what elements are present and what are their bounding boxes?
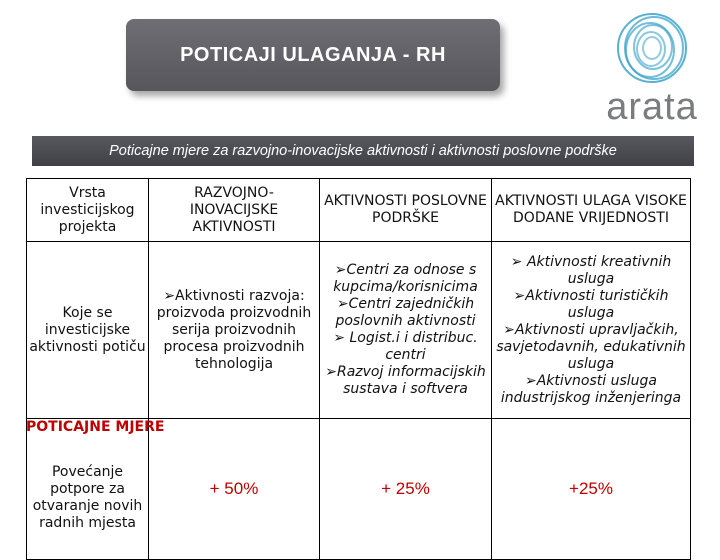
row-label-measure: Povećanje potpore za otvaranje novih radnih mjesta [27, 419, 149, 560]
header-rd-activities: RAZVOJNO-INOVACIJSKE AKTIVNOSTI [149, 179, 320, 242]
cell-rd-activities: ➢Aktivnosti razvoja: proizvoda proizvodnih serija proizvodnih procesa proizvodnih tehnologija [149, 242, 320, 419]
list-item: ➢Aktivnosti upravljačkih, savjetodavnih, edukativnih usluga [496, 321, 686, 372]
incentives-table [26, 178, 691, 560]
list-item: ➢ Logist.i i distribuc. centri [333, 330, 478, 363]
page-title: POTICAJI ULAGANJA - RH [180, 43, 446, 66]
measure-value-business: + 25% [320, 419, 492, 560]
table-header-row [27, 179, 691, 242]
subtitle-banner [32, 136, 694, 166]
cell-high-value-activities [492, 242, 691, 419]
logo-text: arata [606, 86, 698, 128]
list-item: ➢ Aktivnosti kreativnih usluga [510, 253, 672, 287]
list-item: ➢Razvoj informacijskih sustava i softvera [325, 364, 486, 397]
header-business-support: AKTIVNOSTI POSLOVNE PODRŠKE [320, 179, 492, 242]
table-row-measures [27, 419, 691, 560]
list-item: ➢Centri za odnose s kupcima/korisnicima [333, 262, 478, 295]
row-label-activities: Koje se investicijske aktivnosti potiču [27, 242, 149, 419]
section-label-measures: POTICAJNE MJERE [26, 419, 165, 435]
title-banner [126, 19, 500, 91]
logo-circles-icon [596, 8, 708, 90]
table-row-activities [27, 242, 691, 419]
measure-value-high-value: +25% [492, 419, 691, 560]
subtitle-text: Poticajne mjere za razvojno-inovacijske aktivnosti i aktivnosti poslovne podrške [109, 143, 617, 159]
arata-logo [596, 8, 708, 126]
cell-business-support-activities [320, 242, 492, 419]
list-item: ➢Centri zajedničkih poslovnih aktivnosti [335, 296, 476, 329]
list-item: ➢Aktivnosti turističkih usluga [513, 287, 669, 321]
measure-value-rd: + 50% [149, 419, 320, 560]
header-high-value: AKTIVNOSTI ULAGA VISOKE DODANE VRIJEDNOSTI [492, 179, 691, 242]
list-item: ➢Aktivnosti usluga industrijskog inženjeringa [500, 372, 682, 406]
header-project-type: Vrsta investicijskog projekta [27, 179, 149, 242]
